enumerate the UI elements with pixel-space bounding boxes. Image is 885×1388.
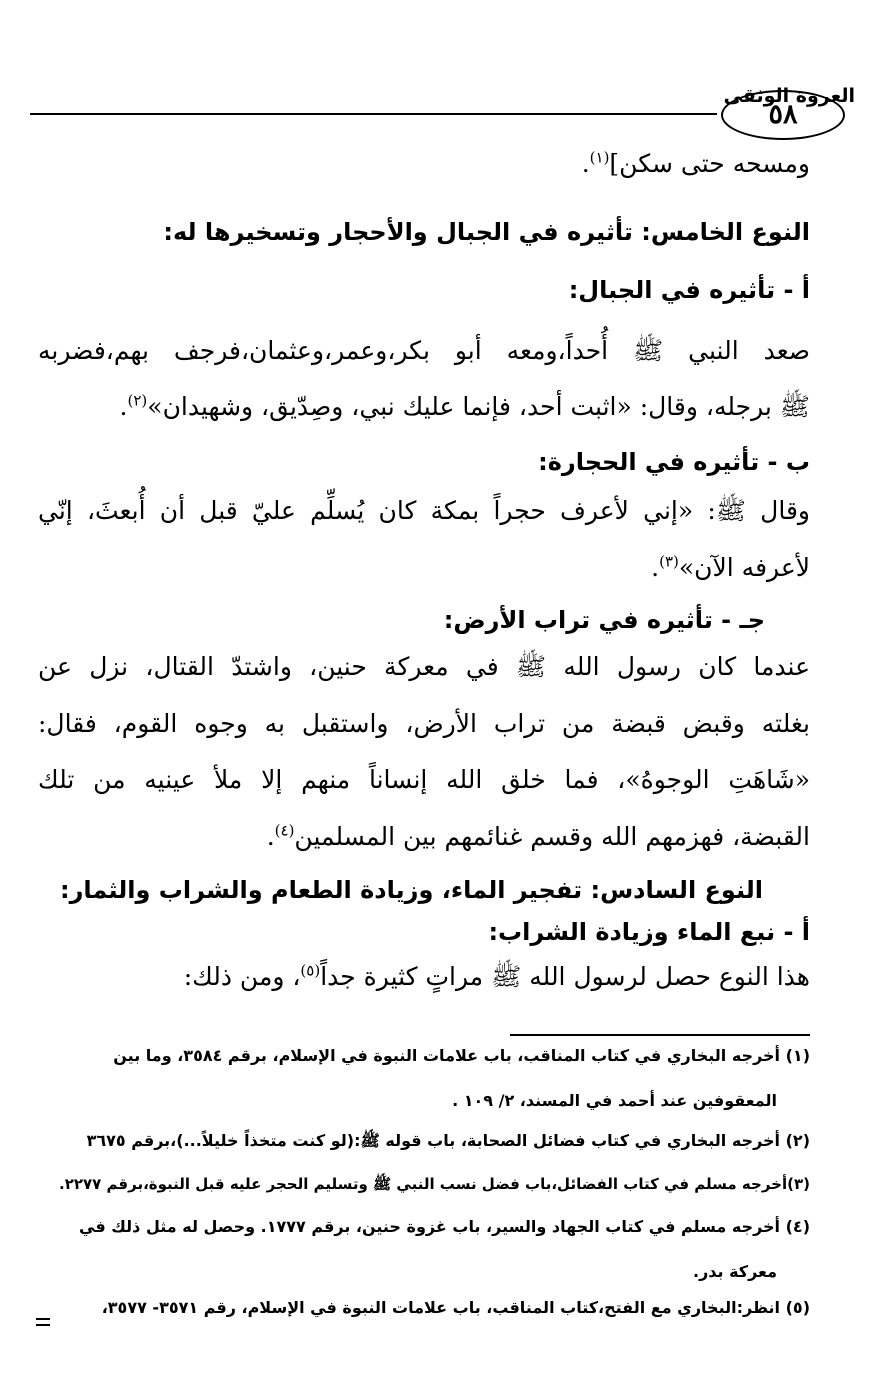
footnote-ref-2: (٢) <box>127 391 148 410</box>
footnote-1: (١) أخرجه البخاري في كتاب المناقب، باب علامات النبوة في الإسلام، برقم ٣٥٨٤، وما بين <box>113 1046 810 1065</box>
footnote-4-continued: معركة بدر. <box>692 1262 777 1281</box>
footnote-1-continued: المعقوفين عند أحمد في المسند، ٢/ ١٠٩ . <box>452 1091 777 1110</box>
footnote-5: (٥) انظر:البخاري مع الفتح،كتاب المناقب، باب علامات النبوة في الإسلام، رقم ٣٥٧١- ٣٥٧٧، <box>101 1298 810 1317</box>
body-line-13: القبضة، فهزمهم الله وقسم غنائمهم بين المسلمين$^{(٤)}$. <box>266 821 810 851</box>
running-title: العروة الوثقى <box>723 85 855 107</box>
body-line-10: عندما كان رسول الله ﷺ في معركة حنين، واشتدّ القتال، نزل عن <box>38 652 810 681</box>
section-heading-sixth-type: النوع السادس: تفجير الماء، وزيادة الطعام والشراب والثمار: <box>59 876 763 904</box>
footnote-separator <box>510 1034 810 1036</box>
section-heading-fifth-type: النوع الخامس: تأثيره في الجبال والأحجار وتسخيرها له: <box>163 218 810 246</box>
footnote-4: (٤) أخرجه مسلم في كتاب الجهاد والسير، باب غزوة حنين، برقم ١٧٧٧. وحصل له مثل ذلك في <box>79 1217 810 1236</box>
subheading-water: أ - نبع الماء وزيادة الشراب: <box>488 918 810 946</box>
footnote-2: (٢) أخرجه البخاري في كتاب فضائل الصحابة، باب قوله ﷺ:(لو كنت متخذاً خليلاً...)،برقم ٣٦٧٥ <box>86 1131 810 1150</box>
subheading-stones: ب - تأثيره في الحجارة: <box>538 448 810 476</box>
body-line-5: ﷺ برجله، وقال: «اثبت أحد، فإنما عليك نبي، وصِدّيق، وشهيدان»$^{(٢)}$. <box>119 391 810 421</box>
page-number: ٥٨ <box>768 99 798 130</box>
body-line-16: هذا النوع حصل لرسول الله ﷺ مراتٍ كثيرة جداً$^{(٥)}$، ومن ذلك: <box>183 961 810 991</box>
body-line-7: وقال ﷺ: «إني لأعرف حجراً بمكة كان يُسلِّم عليّ قبل أن أُبعثَ، إنّي <box>38 496 810 525</box>
body-line-4: صعد النبي ﷺ أُحداً،ومعه أبو بكر،وعمر،وعثمان،فرجف بهم،فضربه <box>38 336 810 365</box>
body-line-8: لأعرفه الآن»$^{(٣)}$. <box>651 552 810 582</box>
header-rule <box>30 113 717 115</box>
continuation-mark <box>36 1318 50 1330</box>
footnote-ref-3: (٣) <box>659 552 679 571</box>
page-number-oval <box>721 90 845 140</box>
body-line-12: «شَاهَتِ الوجوهُ»، فما خلق الله إنساناً منهم إلا ملأ عينيه من تلك <box>38 765 810 794</box>
body-line-11: بغلته وقبض قبضة من تراب الأرض، واستقبل به وجوه القوم، فقال: <box>38 709 810 738</box>
subheading-mountains: أ - تأثيره في الجبال: <box>568 276 810 304</box>
body-line-1: ومسحه حتى سكن]$^{(١)}$. <box>581 148 810 178</box>
footnote-ref-4: (٤) <box>274 821 295 840</box>
footnote-ref-5: (٥) <box>300 961 321 980</box>
footnote-ref-1: (١) <box>589 148 610 167</box>
footnote-3: (٣)أخرجه مسلم في كتاب الفضائل،باب فضل نسب النبي ﷺ وتسليم الحجر عليه قبل النبوة،برقم ٢٢٧٧. <box>58 1175 810 1193</box>
subheading-earth-dust: جـ - تأثيره في تراب الأرض: <box>443 606 765 634</box>
